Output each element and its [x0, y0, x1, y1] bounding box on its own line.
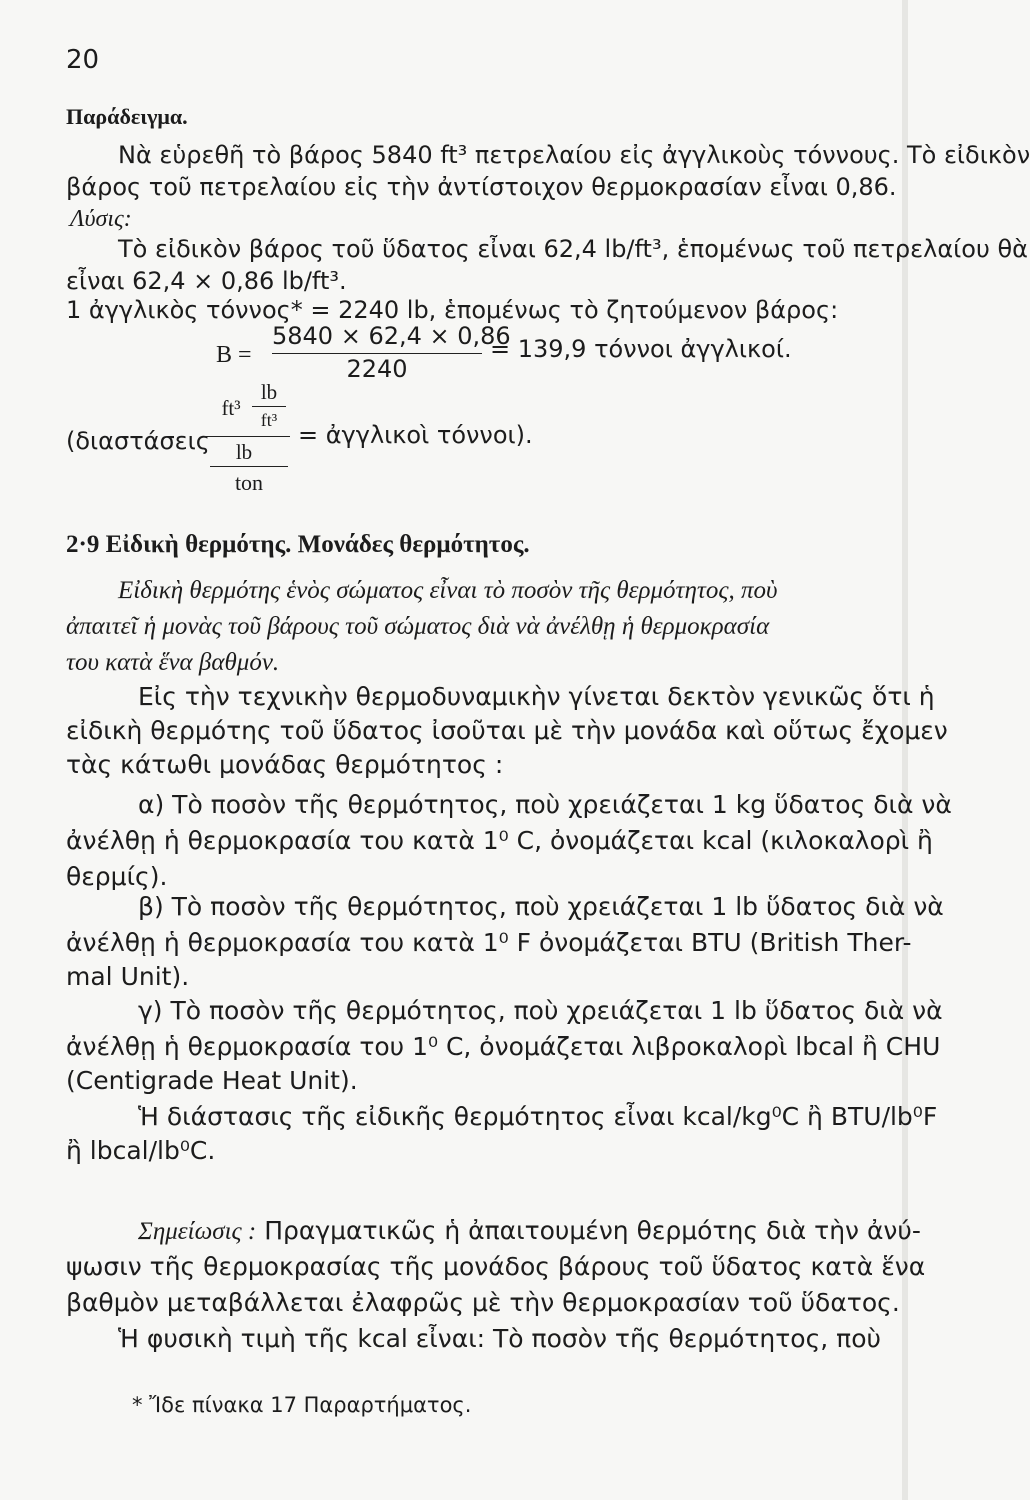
problem-line-2: βάρος τοῦ πετρελαίου εἰς τὴν ἀντίστοιχον θερμοκρασίαν εἶναι 0,86.	[66, 173, 897, 201]
paragraph-1-line-3: τὰς κάτωθι μονάδας θερμότητος :	[66, 750, 504, 779]
example-heading: Παράδειγμα.	[66, 104, 188, 129]
item-b-line-3: mal Unit).	[66, 962, 190, 991]
item-c-line-3: (Centigrade Heat Unit).	[66, 1066, 358, 1095]
paragraph-1-line-1: Εἰς τὴν τεχνικὴν θερμοδυναμικὴν γίνεται δεκτὸν γενικῶς ὅτι ἡ	[138, 682, 935, 711]
dim-lb-top: lb	[260, 380, 278, 404]
page-number: 20	[66, 45, 100, 75]
footnote: * Ἴδε πίνακα 17 Παραρτήματος.	[132, 1393, 472, 1417]
item-c-line-2: ἀνέλθῃ ἡ θερμοκρασία του 1⁰ C, ὀνομάζεται λιβροκαλορὶ lbcal ἢ CHU	[66, 1032, 941, 1061]
dim-ton: ton	[234, 470, 264, 495]
dimension-line-1: Ἡ διάστασις τῆς εἰδικῆς θερμότητος εἶναι kcal/kg⁰C ἢ BTU/lb⁰F	[138, 1102, 938, 1131]
paragraph-1-line-2: εἰδικὴ θερμότης τοῦ ὕδατος ἰσοῦται μὲ τὴν μονάδα καὶ οὕτως ἔχομεν	[66, 716, 948, 745]
note-label: Σημείωσις :	[138, 1218, 257, 1245]
item-a-line-1: α) Τὸ ποσὸν τῆς θερμότητος, ποὺ χρειάζεται 1 kg ὕδατος διὰ νὰ	[138, 790, 952, 819]
formula-lhs: B =	[216, 342, 252, 368]
formula-result: = 139,9 τόννοι ἀγγλικοί.	[490, 335, 792, 363]
note-line-1-text: Πραγματικῶς ἡ ἀπαιτουμένη θερμότης διὰ τὴν ἀνύ-	[256, 1216, 921, 1245]
dim-inner-bar	[252, 406, 286, 407]
dim-middle-bar	[204, 436, 290, 437]
section-title: 2·9 Εἰδικὴ θερμότης. Μονάδες θερμότητος.	[66, 531, 530, 558]
solution-line-3: 1 ἀγγλικὸς τόννος* = 2240 lb, ἑπομένως τὸ ζητούμενον βάρος:	[66, 296, 839, 324]
item-b-line-2: ἀνέλθῃ ἡ θερμοκρασία του κατὰ 1⁰ F ὀνομάζεται BTU (British Ther-	[66, 928, 912, 957]
item-c-line-1: γ) Τὸ ποσὸν τῆς θερμότητος, ποὺ χρειάζεται 1 lb ὕδατος διὰ νὰ	[138, 996, 943, 1025]
formula-numerator: 5840 × 62,4 × 0,86	[272, 322, 511, 350]
note-line-2: ψωσιν τῆς θερμοκρασίας τῆς μονάδος βάρους τοῦ ὕδατος κατὰ ἕνα	[66, 1252, 926, 1281]
definition-line-3: του κατὰ ἕνα βαθμόν.	[66, 649, 280, 676]
definition-line-1: Εἰδικὴ θερμότης ἑνὸς σώματος εἶναι τὸ ποσὸν τῆς θερμότητος, ποὺ	[118, 577, 778, 604]
dim-ft3: ft³	[221, 396, 241, 420]
formula-denominator: 2240	[346, 355, 408, 383]
formula-fraction-bar	[272, 353, 482, 354]
definition-line-2: ἀπαιτεῖ ἡ μονὰς τοῦ βάρους τοῦ σώματος διὰ νὰ ἀνέλθῃ ἡ θερμοκρασία	[66, 613, 770, 640]
dim-ft3-small: ft³	[260, 410, 278, 430]
item-a-line-3: θερμίς).	[66, 862, 168, 891]
note-line-1	[138, 1216, 921, 1247]
dimension-line-2: ἢ lbcal/lb⁰C.	[66, 1136, 216, 1165]
note-line-3: βαθμὸν μεταβάλλεται ἐλαφρῶς μὲ τὴν θερμοκρασίαν τοῦ ὕδατος.	[66, 1288, 900, 1317]
solution-line-2: εἶναι 62,4 × 0,86 lb/ft³.	[66, 267, 347, 295]
item-a-line-2: ἀνέλθῃ ἡ θερμοκρασία του κατὰ 1⁰ C, ὀνομάζεται kcal (κιλοκαλορὶ ἢ	[66, 826, 933, 855]
item-b-line-1: β) Τὸ ποσὸν τῆς θερμότητος, ποὺ χρειάζεται 1 lb ὕδατος διὰ νὰ	[138, 892, 944, 921]
solution-line-1: Τὸ εἰδικὸν βάρος τοῦ ὕδατος εἶναι 62,4 lb/ft³, ἑπομένως τοῦ πετρελαίου θὰ	[118, 235, 1028, 263]
dim-lower-bar	[210, 466, 288, 467]
dimensions-result: = ἀγγλικοὶ τόννοι).	[298, 421, 533, 449]
solution-label: Λύσις:	[70, 206, 132, 232]
note-line-4: Ἡ φυσικὴ τιμὴ τῆς kcal εἶναι: Τὸ ποσὸν τῆς θερμότητος, ποὺ	[118, 1324, 881, 1353]
dimensions-prefix: (διαστάσεις	[66, 427, 210, 455]
problem-line-1: Νὰ εὑρεθῆ τὸ βάρος 5840 ft³ πετρελαίου εἰς ἀγγλικοὺς τόννους. Τὸ εἰδικὸν	[118, 141, 1030, 169]
dim-lb-mid: lb	[235, 440, 253, 464]
